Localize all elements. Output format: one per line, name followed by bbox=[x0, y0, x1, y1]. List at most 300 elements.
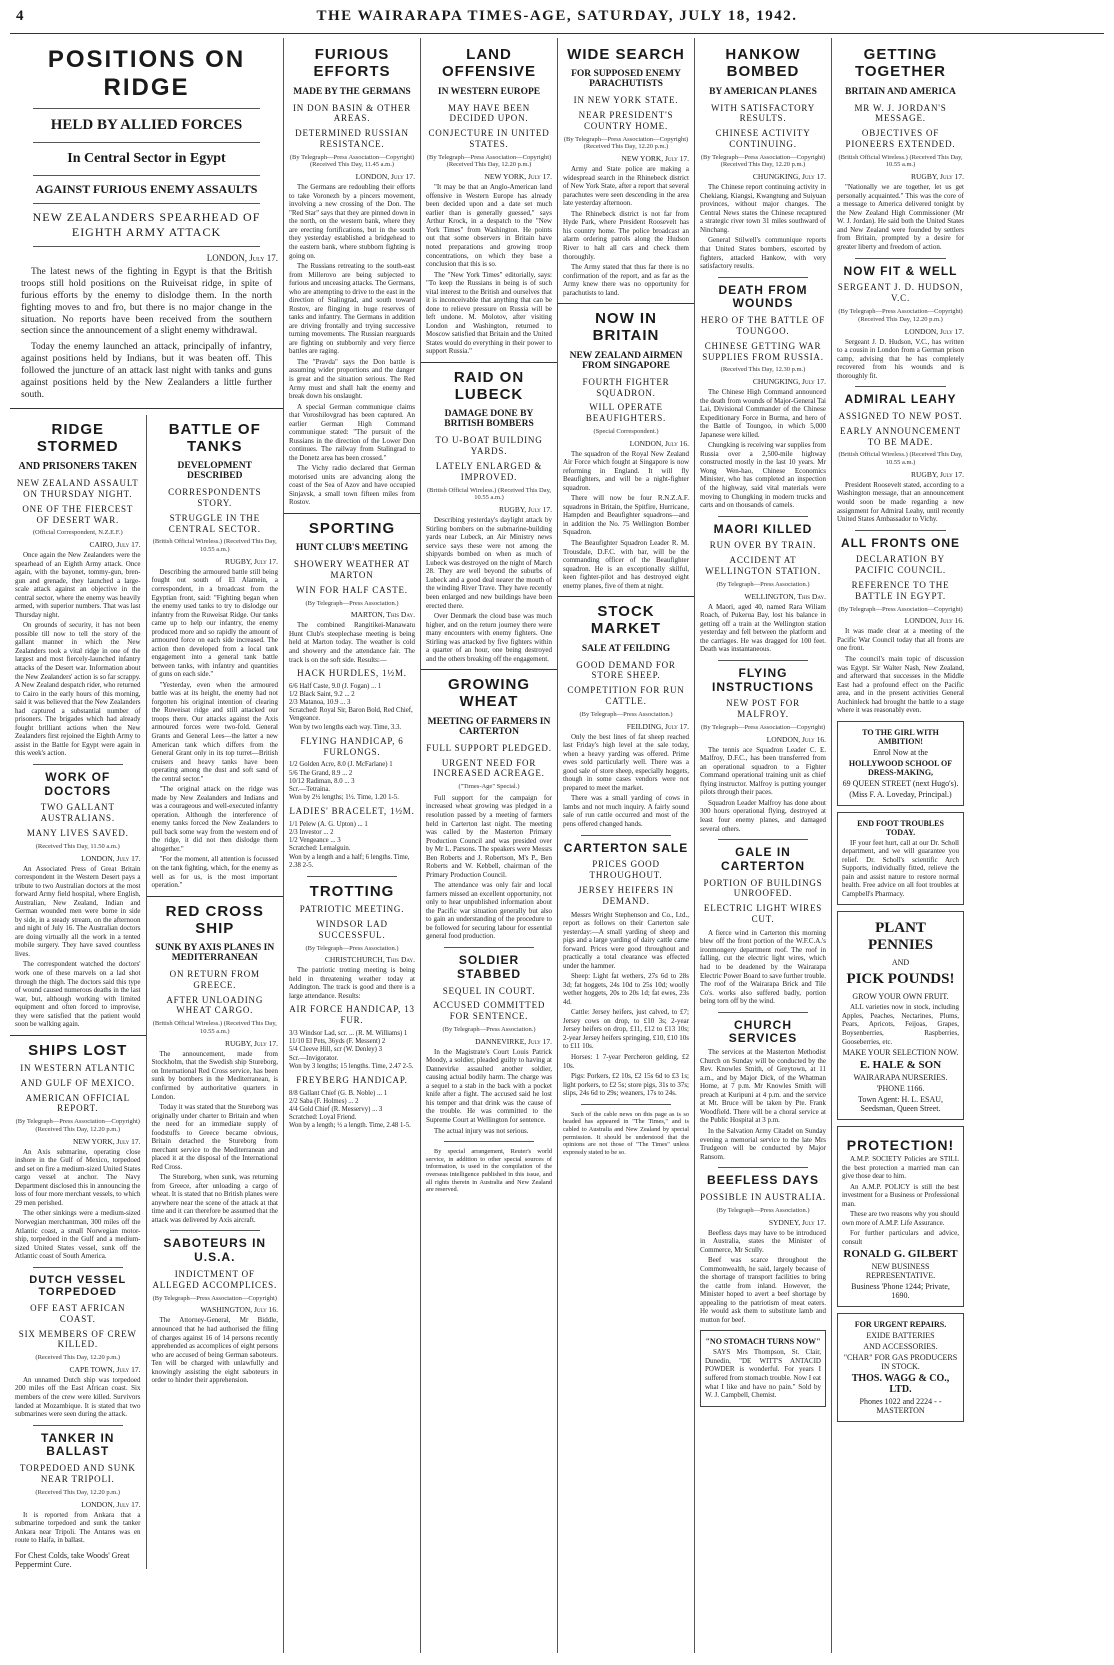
headline: TANKER IN BALLAST bbox=[41, 1430, 115, 1459]
ad-line: Phones 1022 and 2224 - - MASTERTON bbox=[859, 1397, 942, 1416]
dateline: LONDON, July 16. bbox=[629, 438, 689, 448]
dateline: WELLINGTON, This Day. bbox=[744, 591, 826, 601]
ad-title: PROTECTION! bbox=[846, 1137, 955, 1154]
deck: SALE AT FEILDING bbox=[581, 643, 671, 654]
dateline: CHUNGKING, July 17. bbox=[752, 377, 826, 387]
deck: CONJECTURE IN UNITED STATES. bbox=[428, 128, 550, 149]
article-paragraph: The Attorney-General, Mr Biddle, announced that he had authorised the filing of charges against 16 of 14 persons recently apprehended as accomplices of eight persons who are accused of being German saboteurs. Ten will be charged with unlawfully and knowingly assisting the eight saboteurs in order to hinder their apprehension. bbox=[151, 1316, 278, 1385]
headline: GROWING WHEAT bbox=[448, 676, 530, 711]
headline: LAND OFFENSIVE bbox=[441, 46, 536, 81]
credit-line: (British Official Wireless.) (Received This Day, 10.55 a.m.) bbox=[838, 153, 963, 169]
credit-line: (Received This Day, 12.20 p.m.) bbox=[35, 1354, 121, 1362]
article-paragraph: Squadron Leader Malfroy has done about 300 hours operational flying, destroyed at least four enemy planes, and damaged several others. bbox=[700, 798, 826, 833]
credit-line: (British Official Wireless.) (Received This Day, 10.55 a.m.) bbox=[426, 486, 552, 502]
section-divider bbox=[147, 896, 284, 897]
credit-line: (By Telegraph—Press Association.) bbox=[305, 599, 399, 607]
article-paragraph: The Rhinebeck district is not far from Hyde Park, where President Roosevelt has his country home. The police broadcast an alarm ordering patrols along the Hudson River to halt all cars and check them thoroughly. bbox=[563, 209, 689, 261]
headline: HANKOW BOMBED bbox=[725, 46, 801, 81]
deck: SERGEANT J. D. HUDSON, V.C. bbox=[837, 282, 964, 304]
exide-ad bbox=[837, 1313, 964, 1422]
article-paragraph: "For the moment, all attention is focussed on the tank fighting, which, for the enemy as well as for us, is the most important operation." bbox=[151, 855, 278, 890]
deck: SIX MEMBERS OF CREW KILLED. bbox=[18, 1328, 137, 1350]
ad-line: 69 QUEEN STREET (next Hugo's). bbox=[842, 778, 959, 788]
article-paragraph: The announcement, made from Stockholm, that the Swedish ship Stureborg, on International Red Cross service, has been sunk by bombers in the Mediterranean, is confirmed by authoritative quarters in London. bbox=[151, 1049, 278, 1101]
ad-line: "CHAR" FOR GAS PRODUCERS IN STOCK. bbox=[843, 1353, 958, 1372]
article-paragraph: There was a small yarding of cows in lambs and not much inquiry. A fairly sound sale of run cattle occurred and most of the pens offered changed hands. bbox=[563, 794, 689, 828]
deck: CHINESE GETTING WAR SUPPLIES FROM RUSSIA. bbox=[702, 340, 824, 362]
deck: In Central Sector in Egypt bbox=[67, 151, 226, 166]
deck: HERO OF THE BATTLE OF TOUNGOO. bbox=[700, 315, 826, 336]
credit-line: (Special Correspondent.) bbox=[593, 427, 659, 435]
deck: REFERENCE TO THE BATTLE IN EGYPT. bbox=[851, 580, 950, 601]
subcolumns bbox=[15, 415, 278, 1569]
race-results: 1/2 Golden Acre, 8.0 (J. McFarlane) 1 5/6 The Grand, 8.9 ... 2 10/12 Radiman, 8.0 ... 3 Scr.—Tetraina. Won by 2½ lengths; 1½. Time, 1.20 1-5. bbox=[289, 761, 399, 801]
rule bbox=[33, 246, 260, 247]
deck: OFF EAST AFRICAN COAST. bbox=[30, 1302, 126, 1324]
credit-line: ("Times-Age" Special.) bbox=[458, 783, 520, 791]
headline: BEEFLESS DAYS bbox=[707, 1173, 819, 1188]
headline: WIDE SEARCH bbox=[567, 46, 685, 63]
article-paragraph: Over Denmark the cloud base was much higher, and on the return journey there were many encounters with enemy fighters. One Stirling was attacked by five fighters within a quarter of an hour, one being destroyed and the others breaking off the engagement. bbox=[426, 612, 552, 663]
credit-line: (By Telegraph—Press Association—Copyright) bbox=[152, 1294, 277, 1302]
credit-line: (Received This Day, 11.50 a.m.) bbox=[35, 842, 120, 850]
ad-title: "NO STOMACH TURNS NOW" bbox=[705, 1337, 821, 1347]
headline: SABOTEURS IN U.S.A. bbox=[163, 1236, 267, 1265]
headline: SHIPS LOST bbox=[28, 1041, 128, 1059]
page-number: 4 bbox=[16, 8, 24, 24]
ad-line: 'PHONE 1166. bbox=[876, 1084, 925, 1094]
headline: TROTTING bbox=[309, 882, 395, 900]
article-paragraph: "Nationally we are together, let us get personally acquainted." This was the core of a message to America delivered tonight by the New Zealand High Commissioner (Mr W. J. Jordan). He said both the United States and New Zealand were founded by settlers from Britain, prompted by a desire for greater liberty and freedom of action. bbox=[837, 183, 964, 251]
dateline: CHRISTCHURCH, This Day. bbox=[324, 955, 415, 965]
rule bbox=[33, 1425, 123, 1426]
credit-line: (By Telegraph—Press Association—Copyright) (Received This Day, 12.20 p.m.) bbox=[838, 307, 963, 323]
deck: NEW ZEALAND ASSAULT ON THURSDAY NIGHT. bbox=[16, 478, 139, 499]
article-paragraph: The correspondent watched the doctors' work one of these marvels on a lad shot through the thigh. The doctors said this type of wound caused numerous deaths in the last war, but, although working with limited equipment and often forced to improvise, they were satisfied that the patient would soon be walking again. bbox=[15, 960, 141, 1029]
deck: CHINESE ACTIVITY CONTINUING. bbox=[715, 128, 811, 149]
article-paragraph: In the Magistrate's Court Louis Patrick Moody, a soldier, pleaded guilty to having at Dannevirke assaulted another soldier, causing actual bodily harm. The charge was a sequel to a stab in the back with a pocket knife after a fight. The accused said he lost his temper and that drink was the cause of the trouble. He was committed to the Supreme Court at Wellington for sentence. bbox=[426, 1047, 552, 1124]
section-divider bbox=[284, 513, 420, 514]
ad-title: END FOOT TROUBLES TODAY. bbox=[857, 818, 944, 837]
article-paragraph: The latest news of the fighting in Egypt is that the British troops still hold positions on the Ruiveisat ridge, in spite of furious efforts by the enemy to dislodge them. In the north fighting moves to and fro, but there is no major change in the situation. No reports have been received from the southern section since the announcement of a slight enemy withdrawal. bbox=[21, 267, 272, 337]
deck: COMPETITION FOR RUN CATTLE. bbox=[567, 685, 685, 707]
ad-text: An A.M.P. POLICY is still the best investment for a Business or Professional man. bbox=[842, 1182, 959, 1208]
deck: OBJECTIVES OF PIONEERS EXTENDED. bbox=[845, 128, 956, 149]
headline: ALL FRONTS ONE bbox=[840, 535, 961, 550]
deck: SEQUEL IN COURT. bbox=[442, 985, 536, 996]
headline: STOCK MARKET bbox=[590, 603, 662, 638]
deck: AND PRISONERS TAKEN bbox=[18, 461, 138, 473]
rule bbox=[718, 839, 808, 840]
article-paragraph: The Chinese report continuing activity in Chekiang, Kiangsi, Kwangtung and Suiyuan provinces, without major changes. The Central News states the Chinese recaptured a strategic river town 31 miles southward of Ninchang. bbox=[700, 183, 826, 234]
colds-ad: For Chest Colds, take Woods' Great Peppermint Cure. bbox=[15, 1550, 130, 1569]
deck: MANY LIVES SAVED. bbox=[26, 828, 129, 839]
deck: AND GULF OF MEXICO. bbox=[20, 1077, 135, 1088]
article-paragraph: On grounds of security, it has not been possible till now to tell the story of the gallant manner in which the New Zealanders took a vital ridge in one of the largest and most fiercely-launched infantry attacks of the Desert war. Information about the New Zealanders' action is so far scrappy. A New Zealand despatch rider, who returned to Cairo in the early hours of this morning, said it was believed that the New Zealanders had captured a substantial number of prisoners. The brigades which had already fought brilliant actions when the New Zealanders first rejoined the Eighth Army to assist in the Battle for Egypt were again in this week's action. bbox=[15, 621, 141, 758]
article-paragraph: It was made clear at a meeting of the Pacific War Council today that all fronts are one front. bbox=[837, 627, 964, 653]
article-paragraph: Once again the New Zealanders were the spearhead of an Eighth Army attack. Once again, with the bayonet, tommy-gun, bren-gun and grenade, they launched a large-scale attack against an objective in the central sector, where the enemy was heavily armed, with superior numbers. That was last Thursday night. bbox=[15, 551, 141, 619]
ad-text: A.M.P. SOCIETY Policies are STILL the best protection a married man can give those dear to him. bbox=[842, 1155, 959, 1181]
amp-ad bbox=[837, 1126, 964, 1307]
ad-title: PLANT PENNIES bbox=[867, 920, 934, 954]
deck: IN WESTERN EUROPE bbox=[437, 86, 541, 97]
ad-line: HOLLYWOOD SCHOOL OF DRESS-MAKING, bbox=[848, 758, 953, 777]
deck: RUN OVER BY TRAIN. bbox=[709, 540, 817, 551]
ad-title: TO THE GIRL WITH AMBITION! bbox=[862, 727, 939, 746]
deck: GOOD DEMAND FOR STORE SHEEP. bbox=[576, 659, 676, 681]
credit-line: (British Official Wireless.) (Received This Day, 10.55 a.m.) bbox=[152, 1020, 277, 1036]
nursery-ad bbox=[837, 911, 964, 1120]
ad-text: ALL varieties now in stock, including Apples, Peaches, Nectarines, Plums, Pears, Apricots, Feijoas, Grapes, Boysenberries, Raspberries, Gooseberries, etc. bbox=[842, 1003, 959, 1046]
deck: MEETING OF FARMERS IN CARTERTON bbox=[427, 716, 551, 737]
article-paragraph: President Roosevelt stated, according to a Washington message, that an announcement would soon be made regarding a new assignment for Admiral Leahy, until recently United States Ambassador to Vichy. bbox=[837, 480, 964, 524]
article-paragraph: Today it was stated that the Stureborg was originally under charter to Britain and when the need for an immediate supply of foodstuffs to Greece became obvious, Britain detached the Stureborg from merchant service to the Mediterranean and placed it at the disposal of the International Red Cross. bbox=[151, 1103, 278, 1171]
dateline: LONDON, July 16. bbox=[904, 616, 964, 626]
deck: JERSEY HEIFERS IN DEMAND. bbox=[578, 884, 674, 906]
article-paragraph: An Axis submarine, operating close inshore in the Gulf of Mexico, torpedoed and set on fire a medium-sized United States cargo vessel at anchor. The Navy Department disclosed this in announcing the loss of four more merchant vessels, to which 29 men perished. bbox=[15, 1147, 141, 1207]
section-divider bbox=[558, 303, 694, 304]
dateline: RUGBY, July 17. bbox=[225, 1038, 278, 1048]
article-paragraph: The other sinkings were a medium-sized Norwegian merchantman, 300 miles off the Atlantic coast, a small Norwegian motor-ship, torpedoed in the Gulf and a medium-sized United States vessel, sunk off the Atlantic coast of South America. bbox=[15, 1209, 141, 1261]
article-paragraph: General Stilwell's communique reports that United States bombers, escorted by fighters, attacked Hankow, with very satisfactory results. bbox=[700, 236, 826, 271]
article-paragraph: "Yesterday, even when the armoured battle was at its height, the enemy had not forgotten his original intention of clearing the Ruweisat ridge and still attacked our troops there. Our attacks against the Axis armoured forces were two-fold. General Grants and General Lees—the latter a new American tank which differs from the General Grant only in its top turret—British cruisers and heavy tanks have been operating among the dust and soft sand of the central sector." bbox=[151, 680, 278, 783]
article-paragraph: The "Pravda" says the Don battle is assuming wider proportions and the danger is great and the situation serious. The Red Army must and shall halt the enemy and break down his onslaught. bbox=[289, 357, 415, 401]
rule bbox=[33, 764, 123, 765]
deck: HELD BY ALLIED FORCES bbox=[50, 117, 243, 133]
ad-name: E. HALE & SON bbox=[859, 1059, 942, 1072]
dateline: NEW YORK, July 17. bbox=[73, 1136, 141, 1146]
deck: LATELY ENLARGED & IMPROVED. bbox=[435, 461, 543, 482]
rule bbox=[581, 1104, 671, 1105]
article-paragraph: Sergeant J. D. Hudson, V.C., has written to a cousin in London from a German prison camp, advising that he has completely recovered from his wounds and is thoroughly fit. bbox=[837, 337, 964, 380]
headline: MAORI KILLED bbox=[713, 521, 813, 536]
deck: URGENT NEED FOR INCREASED ACREAGE. bbox=[433, 757, 545, 779]
deck: EARLY ANNOUNCEMENT TO BE MADE. bbox=[840, 425, 961, 447]
headline: WORK OF DOCTORS bbox=[44, 769, 112, 798]
section-divider bbox=[421, 669, 557, 670]
deck: PATRIOTIC MEETING. bbox=[299, 904, 405, 915]
rule bbox=[718, 660, 808, 661]
article-paragraph: The squadron of the Royal New Zealand Air Force which fought at Singapore is now reforming in England. It will fly Beaufighters, and will be a night-fighter squadron. bbox=[563, 449, 689, 492]
ad-line: NEW BUSINESS REPRESENTATIVE. bbox=[865, 1262, 936, 1281]
rule bbox=[581, 835, 671, 836]
race-title: FLYING HANDICAP, 6 FURLONGS. bbox=[300, 735, 404, 757]
ad-name: THOS. WAGG & CO., LTD. bbox=[851, 1373, 950, 1396]
headline: BATTLE OF TANKS bbox=[168, 420, 261, 455]
deck: ASSIGNED TO NEW POST. bbox=[838, 410, 963, 421]
headline: SOLDIER STABBED bbox=[456, 952, 522, 981]
deck: MR W. J. JORDAN'S MESSAGE. bbox=[854, 102, 947, 124]
race-title: HACK HURDLES, 1½M. bbox=[297, 668, 407, 679]
deck: IN WESTERN ATLANTIC bbox=[20, 1062, 136, 1073]
dateline: LONDON, July 17. bbox=[81, 1499, 141, 1509]
race-title: FREYBERG HANDICAP. bbox=[296, 1074, 408, 1085]
headline: FLYING INSTRUCTIONS bbox=[712, 665, 814, 694]
masthead bbox=[10, 8, 1104, 34]
article-paragraph: The combined Rangitikei-Manawatu Hunt Club's steeplechase meeting is being held at Marton today. The weather is cold and showery and the attendance fair. The track is on the soft side. Results:— bbox=[289, 621, 415, 664]
deck: WITH SATISFACTORY RESULTS. bbox=[710, 102, 816, 124]
masthead-title: THE WAIRARAPA TIMES-AGE, SATURDAY, JULY 18, 1942. bbox=[316, 8, 798, 24]
deck: FOURTH FIGHTER SQUADRON. bbox=[582, 376, 670, 398]
deck: PORTION OF BUILDINGS UNROOFED. bbox=[703, 877, 823, 899]
ad-text: SAYS Mrs Thompson, St. Clair, Dunedin, "DE WITT'S ANTACID POWDER is wonderful. For years I suffered from stomach trouble. Now I eat what I like and have no pain." Sold by W. J. Campbell, Chemist. bbox=[705, 1348, 821, 1400]
stomach-ad bbox=[700, 1330, 826, 1406]
dateline: RUGBY, July 17. bbox=[499, 505, 552, 515]
headline: NOW IN BRITAIN bbox=[592, 310, 660, 345]
article-paragraph: Sheep: Light fat wethers, 27s 6d to 28s 3d; fat hoggets, 24s 10d to 25s 10d; woolly wether hoggets, 20s to 20s 1d; fat ewes, 23s 4d. bbox=[563, 972, 689, 1006]
rule bbox=[718, 516, 808, 517]
deck: PRICES GOOD THROUGHOUT. bbox=[589, 859, 663, 881]
section-divider bbox=[10, 408, 283, 409]
credit-line: (By Telegraph—Press Association.) bbox=[716, 580, 810, 588]
ad-text: For further particulars and advice, consult bbox=[842, 1229, 959, 1246]
deck: WINDSOR LAD SUCCESSFUL. bbox=[316, 918, 388, 940]
article-paragraph: The Vichy radio declared that German motorised units are advancing along the coast of the Sea of Azov and have occupied Sinjavsk, a small town fifteen miles from Rostov. bbox=[289, 464, 415, 507]
rule bbox=[307, 876, 397, 877]
credit-line: (By Telegraph—Press Association—Copyright) bbox=[700, 723, 826, 731]
dateline: WASHINGTON, July 16. bbox=[200, 1305, 278, 1315]
column-3 bbox=[284, 38, 421, 1653]
dateline: SYDNEY, July 17. bbox=[768, 1217, 826, 1227]
article-paragraph: Pigs: Porkers, £2 10s, £2 15s 6d to £3 1s; light porkers, to £2 5s; store pigs, 31s to 37s; slips, 24s 6d to 29s; weaners, 17s to 24s. bbox=[563, 1072, 689, 1098]
rule bbox=[33, 1267, 123, 1268]
rule bbox=[33, 203, 260, 204]
column-stormed bbox=[15, 415, 147, 1569]
deck: HUNT CLUB'S MEETING bbox=[295, 543, 409, 554]
dateline: MARTON, This Day. bbox=[350, 610, 415, 620]
deck: DECLARATION BY PACIFIC COUNCIL. bbox=[855, 554, 946, 576]
article-paragraph: An Associated Press of Great Britain correspondent in the Western Desert pays a tribute to two Australian doctors at the most forward Army field hospital, where English, Australian, New Zealand, Indian and German wounded men were borne in side by side, in a steady stream, on the afternoon and night of July 16. The Australian doctors are doing virtually all the work in a tented mobile surgery. They have saved countless lives. bbox=[15, 864, 141, 958]
columns bbox=[10, 38, 1104, 1653]
headline: NOW FIT & WELL bbox=[843, 263, 958, 278]
dateline: LONDON, July 17. bbox=[355, 172, 415, 182]
ad-line: Business 'Phone 1244; Private, 1690. bbox=[851, 1282, 950, 1301]
article-paragraph: The actual injury was not serious. bbox=[434, 1126, 529, 1135]
dateline: RUGBY, July 17. bbox=[911, 469, 964, 479]
dateline: LONDON, July 17. bbox=[81, 853, 141, 863]
deck: BY AMERICAN PLANES bbox=[709, 86, 817, 97]
rule bbox=[855, 258, 946, 259]
deck: MADE BY THE GERMANS bbox=[293, 86, 411, 97]
ad-text: These are two reasons why you should own more of A.M.P. Life Assurance. bbox=[842, 1210, 959, 1227]
headline: DEATH FROM WOUNDS bbox=[718, 282, 808, 311]
article-paragraph: Horses: 1 7-year Percheron gelding, £2 10s. bbox=[563, 1053, 689, 1070]
ad-line: AND bbox=[891, 958, 910, 968]
deck: SHOWERY WEATHER AT MARTON bbox=[294, 559, 410, 580]
deck: ACCUSED COMMITTED FOR SENTENCE. bbox=[432, 1000, 546, 1022]
headline: CARTERTON SALE bbox=[563, 840, 689, 855]
article-paragraph: The "New York Times" editorially, says: "To keep the Russians in being is of such vital interest to the British and ourselves that it is inconceivable that anything that can be done to relieve pressure on Russia will be left undone. M. Molotov, after visiting London and Washington, returned to Moscow satisfied that Britain and the United States would do everything in their power to support Russia." bbox=[426, 270, 552, 356]
dateline: CHUNGKING, July 17. bbox=[752, 172, 826, 182]
deck: NEAR PRESIDENT'S COUNTRY HOME. bbox=[578, 110, 674, 131]
ad-text: IF your feet hurt, call at our Dr. Scholl department, and we will guarantee you relief. Dr. Scholl's scientific Arch Supports, individually fitted, relieve the pain and assist nature to restore normal health. Free advice on all foot troubles at Campbell's Pharmacy. bbox=[842, 838, 959, 898]
ad-title: FOR URGENT REPAIRS. bbox=[854, 1320, 947, 1330]
dateline: NEW YORK, July 17. bbox=[484, 172, 552, 182]
deck: CORRESPONDENTS STORY. bbox=[168, 487, 262, 508]
article-paragraph: The attendance was only fair and local farmers missed an excellent opportunity, not only to hear unpublished information about the Pacific war situation generally but also to gain an understanding of the procedure to be followed for securing labour for essential general food production. bbox=[426, 881, 552, 941]
race-title: AIR FORCE HANDICAP, 13 FUR. bbox=[289, 1004, 415, 1026]
rule bbox=[718, 1012, 808, 1013]
deck: MAY HAVE BEEN DECIDED UPON. bbox=[447, 102, 531, 124]
credit-line: (By Telegraph—Press Association—Copyright) (Received This Day, 11.45 a.m.) bbox=[289, 153, 415, 169]
dateline: NEW YORK, July 17. bbox=[621, 154, 689, 164]
credit-line: (British Official Wireless.) (Received This Day, 10.55 a.m.) bbox=[152, 538, 277, 554]
dateline: LONDON, July 17. bbox=[206, 253, 278, 263]
article-paragraph: There will now be four R.N.Z.A.F. squadrons in Britain, the Spitfire, Hurricane, Hampden and Beaufighter squadrons—and in addition the No. 75 Wellington Bomber Squadron. bbox=[563, 494, 689, 537]
cable-note: Such of the cable news on this page as is so headed has appeared in "The Times," and is cabled to Australia and New Zealand by special permission. It should be understood that the opinions are not those of "The Times" unless expressly stated to be so. bbox=[563, 1110, 689, 1157]
dressmaking-ad bbox=[837, 721, 964, 806]
article-paragraph: A special German communique claims that Voroshilovgrad has been captured. An earlier German High Command communique stated: "The pursuit of the Russians in the direction of the Lower Don continues. The railway from Stalingrad to the Donetz area has been crossed." bbox=[289, 402, 415, 462]
article-paragraph: Cattle: Jersey heifers, just calved, to £7; Jersey cows on drop, to £10 3s; 2-year Jersey heifers on drop, £11, £12 to £13 10s; 2-year Jersey heifers springing, £10, £10 10s to £11 10s. bbox=[563, 1008, 689, 1051]
article-paragraph: Chungking is receiving war supplies from Russia over a 2,500-mile highway constructed mostly in the last 10 years. Mr Wong Wen-hao, Chinese Economics Minister, who has completed an inspection of the highway, said vital materials were moving to Chungking in modern trucks and carts and on thousands of camels. bbox=[700, 441, 826, 510]
article-paragraph: A fierce wind in Carterton this morning blew off the front portion of the W.F.C.A.'s ironmongery department roof. The roof in falling, cut the electric light wires, which had to be deadened by the Wairarapa Electric Power Board to save further trouble. The roof of the Wairarapa Brick and Tile Co's. works also suffered badly, portion being torn off by the wind. bbox=[700, 928, 826, 1006]
rule bbox=[33, 108, 260, 109]
dateline: RUGBY, July 17. bbox=[911, 172, 964, 182]
ad-line: MAKE YOUR SELECTION NOW. bbox=[842, 1048, 959, 1058]
headline: CHURCH SERVICES bbox=[728, 1017, 798, 1046]
dateline: CAPE TOWN, July 17. bbox=[69, 1364, 141, 1374]
article-paragraph: "It may be that an Anglo-American land offensive in Western Europe has already been decided upon and a date set much earlier than is generally guessed," says Arthur Krock, in a despatch to the "New York Times" from Washington. He points out that some observers in Britain have noted preparations and growing troop concentrations, on which they base a conclusion that this is so. bbox=[426, 183, 552, 269]
deck: TWO GALLANT AUSTRALIANS. bbox=[40, 802, 115, 824]
rule bbox=[33, 175, 260, 176]
ad-line: GROW YOUR OWN FRUIT. bbox=[852, 992, 949, 1002]
column-tanks bbox=[147, 415, 279, 1569]
article-paragraph: The Stureborg, when sunk, was returning from Greece, after unloading a cargo of wheat. It is stated that no British planes were anywhere near the scene of the attack at that time and it can therefore be assumed that the attack was delivered by Axis aircraft. bbox=[151, 1173, 278, 1224]
headline: RED CROSS SHIP bbox=[165, 902, 264, 937]
article-paragraph: The Russians retreating to the south-east from Millerovo are being subjected to furious and unceasing attacks. The Germans, who are attempting to drive to the east in the direction of Stalingrad, and south toward Rostov, are flinging in huge reserves of tanks and infantry. The Germans in addition are driving frontally and trying successive turning movements. The Russian rearguards are fighting on stubbornly and very fierce battles are raging. bbox=[289, 262, 415, 356]
race-results: 6/6 Half Caste, 9.0 (J. Fogan) ... 1 1/2 Black Saint, 9.2 ... 2 2/3 Matanoa, 10.9 ... 3 Scratched: Royal Sir, Baron Bold, Red Chief, Vengeance. Won by two lengths each way. Time, 3.3. bbox=[289, 682, 413, 731]
article-paragraph: Army and State police are making a widespread search in the Rhinebeck district of New York State, after a report that several parachutes were seen descending in the area late yesterday afternoon. bbox=[563, 165, 689, 208]
ad-title: PICK POUNDS! bbox=[846, 971, 955, 988]
article-paragraph: The council's main topic of discussion was Egypt. Sir Walter Nash, New Zealand, and afterward that successes in the Middle East had a profound effect on the Pacific area, and in the present activities General Auchinleck had brought the battle to a stage where it was reasonably even. bbox=[837, 654, 964, 715]
deck: ELECTRIC LIGHT WIRES CUT. bbox=[703, 903, 823, 925]
deck: AMERICAN OFFICIAL REPORT. bbox=[25, 1092, 130, 1114]
headline: FURIOUS EFFORTS bbox=[313, 46, 391, 81]
article-paragraph: Only the best lines of fat sheep reached last Friday's high level at the sale today, when a heavy yarding was offered. Prime ewes sold particularly well. There was a good sale of store sheep, especially hoggets, though in some cases vendors were not prepared to meet the market. bbox=[563, 732, 689, 792]
article-paragraph: "The original attack on the ridge was made by New Zealanders and Indians and was a courageous and well-executed infantry operation. Although the interference of enemy tanks forced the New Zealanders to pull back some way from the western end of the ridge, it did not then dislodge them altogether." bbox=[151, 785, 278, 853]
deck: ON RETURN FROM GREECE. bbox=[169, 969, 260, 990]
column-7 bbox=[832, 38, 969, 1653]
dateline: RUGBY, July 17. bbox=[225, 556, 278, 566]
credit-line: (By Telegraph—Press Association.) bbox=[579, 710, 673, 718]
article-paragraph: Full support for the campaign for increased wheat growing was pledged in a resolution passed by a meeting of farmers held in Carterton last night. The meeting was called by the Masterton Primary Production Council and was presided over by Mr L. Parsons. The speakers were Messrs Ben Roberts and J. Robertson, M's P., Ben Roberts and W. Kebbell, chairman of the Primary Production Council. bbox=[426, 793, 552, 879]
section-divider bbox=[10, 1035, 146, 1036]
reuter-note: By special arrangement, Reuter's world service, in addition to other special sources of information, is used in the compilation of the overseas intelligence published in this issue, and all rights therein in Australia and New Zealand are reserved. bbox=[426, 1148, 552, 1194]
deck: WILL OPERATE BEAUFIGHTERS. bbox=[585, 402, 667, 424]
race-title: LADIES' BRACELET, 1½M. bbox=[289, 806, 415, 817]
column-5 bbox=[558, 38, 695, 1653]
ad-name: RONALD G. GILBERT bbox=[843, 1248, 958, 1261]
headline: POSITIONS ON RIDGE bbox=[47, 46, 246, 101]
dateline: CAIRO, July 17. bbox=[89, 540, 141, 550]
article-paragraph: It is reported from Ankara that a submarine torpedoed and sunk the tanker Ankara near Tripoli. The Antares was en route to Haifa, in ballast. bbox=[15, 1510, 141, 1545]
credit-line: (Received This Day, 12.30 p.m.) bbox=[720, 366, 806, 374]
rule bbox=[33, 142, 260, 143]
credit-line: (Received This Day, 12.20 p.m.) bbox=[35, 1488, 121, 1496]
credit-line: (By Telegraph—Press Association—Copyright) (Received This Day, 12.20 p.m.) bbox=[700, 153, 826, 169]
deck: IN NEW YORK STATE. bbox=[573, 95, 679, 106]
deck: DETERMINED RUSSIAN RESISTANCE. bbox=[295, 128, 409, 149]
deck: AGAINST FURIOUS ENEMY ASSAULTS bbox=[35, 182, 258, 196]
section-divider bbox=[421, 362, 557, 363]
article-paragraph: In the Salvation Army Citadel on Sunday evening a memorial service to the late Mrs Trudgeon will be conducted by Major Ransom. bbox=[700, 1127, 826, 1161]
race-results: 8/8 Gallant Chief (G. B. Noble) ... 1 2/2 Saba (F. Holmes) ... 2 4/4 Gold Chief (R. Messervy) ... 3 Scratched: Loyal Friend. Won by a length; ½ a length. Time, 2.48 1-5. bbox=[289, 1089, 411, 1130]
deck: IN DON BASIN & OTHER AREAS. bbox=[293, 102, 411, 124]
article-paragraph: The services at the Masterton Methodist Church on Sunday will be conducted by the Rev. Knowles Smith, of Greytown, at 11 a.m., and by Major Dick, of the Whatman Home, at 7 p.m. Mr Knowles Smith will preach at Kuripuni at 4 p.m. and the service at Mt. Bruce will be taken by Pte. Frank Woodfield. There will be a choral service at the Public Hospital at 3 p.m. bbox=[700, 1048, 826, 1125]
article-paragraph: A Maori, aged 40, named Rara Wiliam Roach, of Pukerua Bay, lost his balance in getting off a train at the Wellington station yesterday and fell between the platform and the carriages. He was dragged for 100 feet. Death was instantaneous. bbox=[700, 602, 826, 654]
deck: ONE OF THE FIERCEST OF DESERT WAR. bbox=[22, 503, 134, 525]
headline: GETTING TOGETHER bbox=[854, 46, 947, 81]
race-results: 3/3 Windsor Lad, scr. ... (R. M. Williams) 1 11/10 El Pets, 36yds (F. Messent) 2 5/4 Cleeve Hill, scr (W. Denley) 3 Scr.—Invigorator. Won by 3 lengths; 15 lengths. Time, 2.47 2-5. bbox=[289, 1030, 414, 1070]
article-paragraph: The Germans are redoubling their efforts to take Voronezh by a pincers movement, involving a new crossing of the Don. The "Red Star" says that they are pinned down in the north, on the western bank, where they are erecting fortifications, but in the south they yesterday established a bridgehead to the eastern bank, where stubborn fighting is going on. bbox=[289, 183, 415, 260]
article-paragraph: Describing the armoured battle still being fought out south of El Alamein, a correspondent, in a broadcast from the Egyptian front, said: "Fighting began when the enemy used tanks to try to dislodge our infantry from the Ruweisat Ridge. Our tanks came up to help our infantry, the enemy produced more and so rapidly the amount of armoured force on each side increased. The action then developed from a local tank engagement into a general tank battle between tanks, with infantry and quantities of guns on each side." bbox=[151, 567, 278, 679]
ad-line: EXIDE BATTERIES bbox=[866, 1331, 935, 1341]
deck: STRUGGLE IN THE CENTRAL SECTOR. bbox=[168, 512, 261, 534]
rule bbox=[718, 277, 808, 278]
deck: TORPEDOED AND SUNK NEAR TRIPOLI. bbox=[19, 1463, 136, 1484]
deck: NEW ZEALANDERS SPEARHEAD OF EIGHTH ARMY ATTACK bbox=[32, 210, 261, 239]
rule bbox=[855, 386, 946, 387]
column-ridge-group bbox=[10, 38, 284, 1653]
section-divider bbox=[558, 596, 694, 597]
headline: GALE IN CARTERTON bbox=[720, 845, 806, 873]
headline: DUTCH VESSEL TORPEDOED bbox=[29, 1273, 127, 1299]
article-paragraph: The Army stated that thus far there is no confirmation of the report, and as far as the Army knew there was no opportunity for parachutists to land. bbox=[563, 263, 689, 297]
ad-line: AND ACCESSORIES. bbox=[863, 1342, 938, 1352]
credit-line: (British Official Wireless.) (Received This Day, 10.55 a.m.) bbox=[838, 451, 963, 467]
article-paragraph: An unnamed Dutch ship was torpedoed 200 miles off the East African coast. Six members of the crew were killed. Survivors landed at Mozambique. It is stated that two submarines were seen during the attack. bbox=[15, 1375, 141, 1419]
article-paragraph: The Chinese High Command announced the death from wounds of Major-General Tai Lai, Divisional Commander of the Chinese Expeditionary Force in Burma, and hero of the Battle of Toungoo, in which 5,000 Japanese were killed. bbox=[700, 388, 826, 439]
credit-line: (By Telegraph—Press Association.) bbox=[442, 1025, 536, 1033]
rule bbox=[855, 530, 946, 531]
deck: SUNK BY AXIS PLANES IN MEDITERRANEAN bbox=[155, 943, 275, 964]
race-results: 1/1 Pelew (A. G. Upton) ... 1 2/3 Investor ... 2 1/2 Vengeance ... 3 Scratched: Lemalguin. Won by a length and a half; 6 lengths. Time, 2.38 2-5. bbox=[289, 820, 410, 869]
deck: FOR SUPPOSED ENEMY PARACHUTISTS bbox=[571, 69, 681, 90]
dateline: DANNEVIRKE, July 17. bbox=[475, 1036, 552, 1046]
deck: ACCIDENT AT WELLINGTON STATION. bbox=[705, 555, 821, 576]
credit-line: (By Telegraph—Press Association—Copyright) (Received This Day, 12.20 p.m.) bbox=[426, 153, 552, 169]
deck: WIN FOR HALF CASTE. bbox=[296, 584, 408, 595]
deck: AFTER UNLOADING WHEAT CARGO. bbox=[166, 994, 264, 1016]
headline: ADMIRAL LEAHY bbox=[844, 392, 957, 407]
ad-line: Town Agent: H. L. ESAU, Seedsman, Queen Street. bbox=[858, 1095, 943, 1114]
article-paragraph: Describing yesterday's daylight attack by Stirling bombers on the submarine-building yards near Lubeck, an Air Ministry news service says these were not among the shipyards bombed on when as much of Lubeck was destroyed on the night of March 28. They are well beyond the suburbs of Lubeck and a good deal nearer the mouth of the winding River Trave. They have recently been enlarged and new buildings have been erected there. bbox=[426, 516, 552, 610]
article-paragraph: The patriotic trotting meeting is being held in threatening weather today at Addington. The track is good and there is a large attendance. Results: bbox=[289, 966, 415, 1000]
article-paragraph: Today the enemy launched an attack, principally of infantry, against positions held by Indians, but it was beaten off. This followed the juncture of an attack last night with tanks and guns against positions held by the New Zealanders a little further south. bbox=[21, 342, 272, 400]
dateline: LONDON, July 16. bbox=[766, 734, 826, 744]
headline: RIDGE STORMED bbox=[36, 420, 119, 455]
deck: FULL SUPPORT PLEDGED. bbox=[426, 742, 552, 753]
credit-line: (By Telegraph—Press Association—Copyright) (Received This Day, 12.20 p.m.) bbox=[15, 1118, 140, 1133]
column-4 bbox=[421, 38, 558, 1653]
foot-ad bbox=[837, 812, 964, 906]
deck: BRITAIN AND AMERICA bbox=[845, 86, 956, 97]
headline: RAID ON LUBECK bbox=[453, 368, 525, 404]
article-paragraph: The tennis ace Squadron Leader C. E. Malfroy, D.F.C., has been transferred from an operational squadron to a Fighter Command operational training unit as chief flying instructor. Malfroy is putting younger pilots through their paces. bbox=[700, 745, 826, 797]
rule bbox=[170, 1230, 261, 1231]
deck: NEW POST FOR MALFROY. bbox=[726, 698, 800, 720]
article-paragraph: Beefless days may have to be introduced in Australia, states the Minister of Commerce, Mr Scully. bbox=[700, 1228, 826, 1254]
article-paragraph: Beef was scarce throughout the Commonwealth, he said, largely because of the shortage of transport facilities to bring the cattle from inland. However, the Minister hoped to avert a beef shortage by appealing to the patriotism of meat eaters. He would ask them to substitute lamb and mutton for beef. bbox=[700, 1256, 826, 1324]
headline: SPORTING bbox=[308, 519, 396, 537]
dateline: FEILDING, July 17. bbox=[626, 721, 689, 731]
rule bbox=[444, 947, 534, 948]
dateline: LONDON, July 17. bbox=[904, 326, 964, 336]
rule bbox=[444, 1141, 534, 1142]
article-paragraph: The Beaufighter Squadron Leader R. M. Trousdale, D.F.C. with bar, will be the commanding officer of the Beaufighter squadron. He is an exceptionally skilful, keen fighter-pilot and has destroyed eight enemy planes, five of them at night. bbox=[563, 539, 689, 590]
article-paragraph: Messrs Wright Stephenson and Co., Ltd., report as follows on their Carterton sale yesterday:—A small yarding of sheep and pigs and a large yarding of dairy cattle came forward. Prices were good throughout and practically a total clearance was effected under the hammer. bbox=[563, 910, 689, 970]
deck: DEVELOPMENT DESCRIBED bbox=[177, 461, 252, 482]
